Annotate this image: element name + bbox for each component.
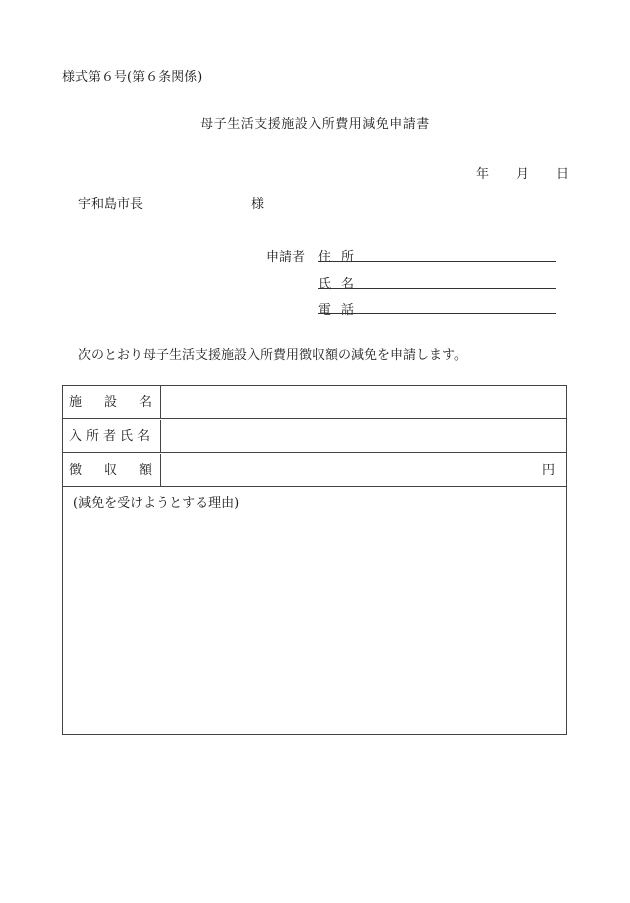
addressee-honorific: 様 xyxy=(251,197,265,212)
name-line[interactable] xyxy=(318,288,556,289)
address-line[interactable] xyxy=(318,261,556,262)
reason-label: (減免を受けようとする理由) xyxy=(73,496,240,511)
phone-line[interactable] xyxy=(318,313,556,314)
amount-value-cell[interactable] xyxy=(162,454,566,487)
facility-row xyxy=(63,386,566,419)
resident-name-value-cell[interactable] xyxy=(162,420,566,453)
applicant-label: 申請者 xyxy=(266,250,306,265)
amount-row xyxy=(63,454,566,487)
facility-label: 施設名 xyxy=(63,386,161,419)
date-month-label: 月 xyxy=(516,167,530,182)
address-label: 住所 xyxy=(318,250,365,265)
date-year-label: 年 xyxy=(476,167,490,182)
form-number: 様式第６号(第６条関係) xyxy=(62,70,203,85)
name-label: 氏名 xyxy=(318,277,365,292)
application-table xyxy=(62,385,567,735)
amount-unit-yen: 円 xyxy=(542,463,556,478)
document-title: 母子生活支援施設入所費用減免申請書 xyxy=(200,117,430,132)
application-statement: 次のとおり母子生活支援施設入所費用徴収額の減免を申請します。 xyxy=(78,348,467,363)
amount-label: 徴収額 xyxy=(63,454,161,487)
phone-label: 電話 xyxy=(318,303,365,318)
reason-area[interactable] xyxy=(63,488,566,734)
resident-name-label: 入所者氏名 xyxy=(63,420,161,453)
facility-value-cell[interactable] xyxy=(162,386,566,419)
date-day-label: 日 xyxy=(556,167,570,182)
resident-row xyxy=(63,420,566,453)
addressee-name: 宇和島市長 xyxy=(78,197,144,212)
